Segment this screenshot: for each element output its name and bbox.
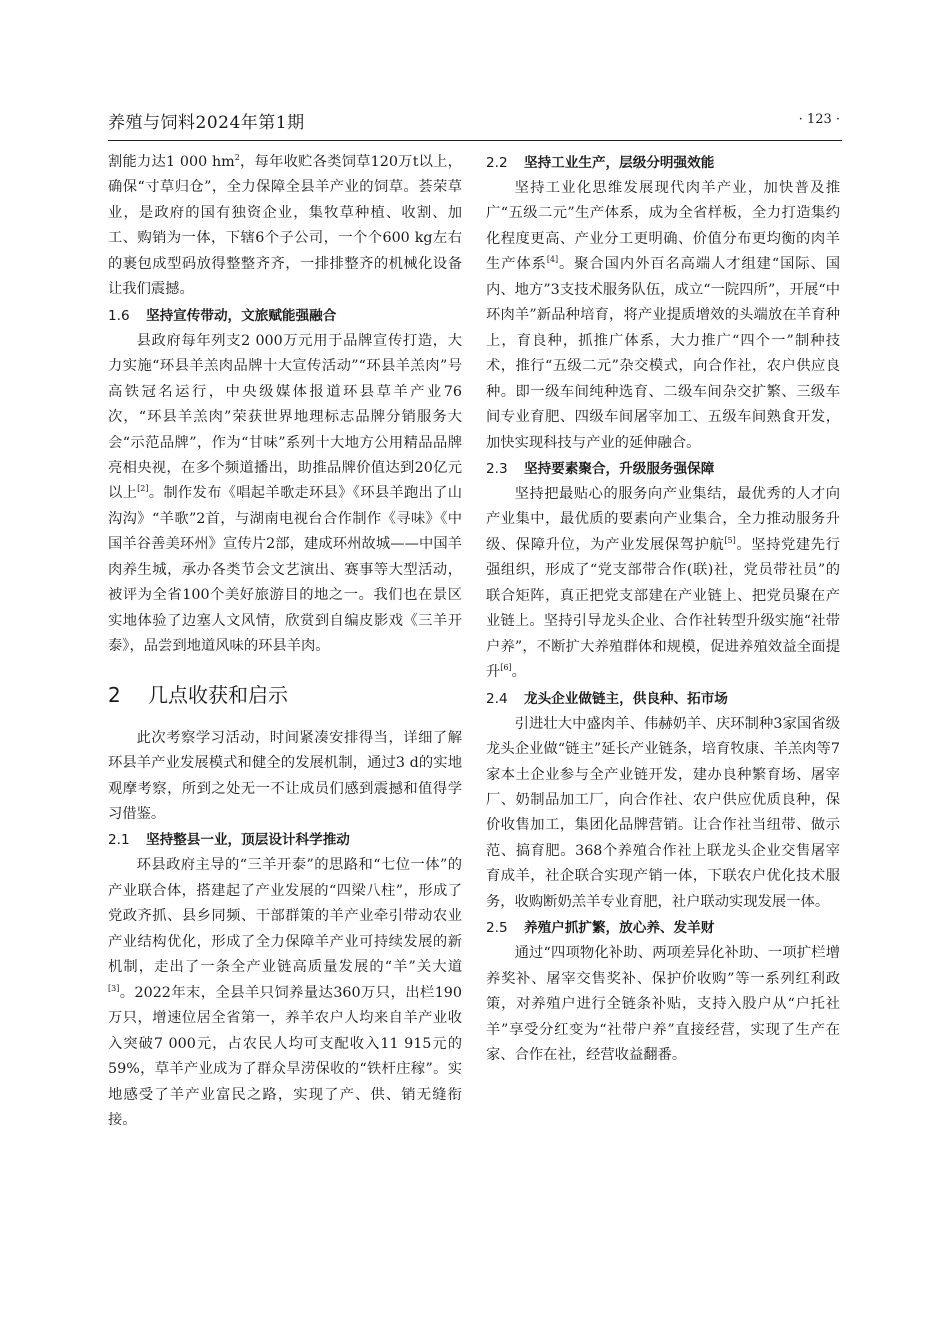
paragraph-summary: 此次考察学习活动，时间紧凑安排得当，详细了解环县羊产业发展模式和健全的发展机制，通过3 d的实地观摩考察，所到之处无一不让成员们感到震撼和值得学习借鉴。 [108,729,462,822]
text-run: 。坚持党建先行强组织，形成了“党支部带合作(联)社，党员带社员”的联合矩阵，真正把党支部建在产业链上、把党员聚在产业链上。坚持引导龙头企业、合作社转型升级实施“社带户养”，不断扩大养殖群体和规模，促进养殖效益全面提升 [486,536,841,681]
paragraph-leading-enterprises: 引进壮大中盛肉羊、伟赫奶羊、庆环制种3家国省级龙头企业做“链主”延长产业链条，培育牧康、羊羔肉等7家本土企业参与全产业链开发，建办良种繁育场、屠宰厂、奶制品加工厂，向合作社、农户供应优质良种，保价收售加工，集团化品牌营销。让合作社当纽带、做示范、搞育肥。368个养殖合作社上联龙头企业交售屠宰育成羊，社企联合实现产销一体，下联农户优化技术服务，收购断奶羔羊专业育肥，社户联动实现发展一体。 [486,715,840,910]
text-run: 坚持工业化思维发展现代肉羊产业，加快普及推广“五级二元”生产体系，成为全省样板，全力打造集约化程度更高、产业分工更明确、价值分布更均衡的肉羊生产体系 [486,180,840,273]
text-run: 。聚合国内外百名高端人才组建“国际、国内、地方”3支技术服务队伍，成立“一院四所”，开展“中环肉羊”新品种培育，将产业提质增效的头端放在羊育种上，育良种，抓推广体系，大力推广“四个一”制种技术，推行“五级二元”杂交模式，向合作社，农户供应良种。即一级车间纯种选育、二级车间杂交扩繁、三级车间专业育肥、四级车间屠宰加工、五级车间熟食开发，加快实现科技与产业的延伸融合。 [486,256,841,451]
section-number: 2.5 [486,920,508,937]
paragraph-whole-county [108,853,462,1133]
text-run: 割能力达1 000 hm [108,154,235,170]
text-run: 。 [511,664,526,681]
section-heading-1-6 [108,303,462,329]
paragraph-forage [108,150,462,303]
section-heading-2-2 [486,150,840,176]
text-run: 县政府每年列支2 000万元用于品牌宣传打造，大力实施“环县羊羔肉品牌十大宣传活动”“环县羊羔肉”号高铁冠名运行，中央级媒体报道环县草羊产业76次，“环县羊羔肉”荣获世界地理标志品牌分销服务大会“示范品牌”，作为“甘味”系列十大地方公用精品品牌亮相央视，在多个频道播出，助推品牌价值达到20亿元以上 [108,332,462,502]
paragraph-factors [486,482,840,686]
paragraph-industrial [486,176,840,456]
section-title: 养殖户抓扩繁，放心养、发羊财 [524,920,715,937]
section-heading-2-5 [486,915,840,941]
running-header-journal: 养殖与饲料2024年第1期 [108,113,305,133]
chapter-number: 2 [108,682,121,707]
section-title: 坚持工业生产，层级分明强效能 [524,155,715,171]
section-number: 2.4 [486,690,508,707]
paragraph-farmers: 通过“四项物化补助、两项差异化补助、一项扩栏增养奖补、屠宰交售奖补、保护价收购”等一系列红利政策，对养殖户进行全链条补贴，支持入股户从“户托社羊”享受分红变为“社带户养”直接经营，实现了生产在家、合作在社，经营收益翻番。 [486,945,840,1064]
section-heading-2-3 [486,456,840,482]
text-run: 环县政府主导的“三羊开泰”的思路和“七位一体”的产业联合体，搭建起了产业发展的“四梁八柱”，形成了党政齐抓、县乡同频、干部群策的羊产业牵引带动农业产业结构优化，形成了全力保障羊产业可持续发展的新机制，走出了一条全产业链高质量发展的“羊”关大道 [108,857,462,976]
chapter-heading-2 [108,680,462,710]
citation: [5] [724,535,736,545]
page-number: · 123 · [798,112,840,127]
text-run: 。制作发布《唱起羊歌走环县》《环县羊跑出了山沟沟》“羊歌”2首，与湖南电视台合作制作《寻味》《中国羊谷善美环州》宣传片2部，建成环州故城——中国羊肉养生城，承办各类节会文艺演出、赛事等大型活动，被评为全省100个美好旅游目的地之一。我们也在景区实地体验了边塞人文风情，欣赏到自编皮影戏《三羊开泰》，品尝到地道风味的环县羊肉。 [108,485,462,655]
section-heading-2-1 [108,827,462,853]
unit-superscript: 2 [234,153,240,162]
section-number: 2.3 [486,460,508,477]
section-title: 坚持要素聚合，升级服务强保障 [524,460,715,477]
citation: [4] [546,255,559,265]
section-title: 坚持宣传带动，文旅赋能强融合 [146,307,337,324]
paragraph-branding [108,329,462,660]
text-run: 坚持把最贴心的服务向产业集结，最优秀的人才向产业集中，最优质的要素向产业集合，全力推动服务升级、保障升位，为产业发展保驾护航 [486,485,840,553]
text-run: ，每年收贮各类饲草120万t以上，确保“寸草归仓”，全力保障全县羊产业的饲草。荟荣草业，是政府的国有独资企业，集牧草种植、收割、加工、购销为一体，下辖6个子公司，一个个600 kg左右的裹包成型码放得整整齐齐，一排排整齐的机械化设备让我们震撼。 [108,154,462,298]
right-column [486,150,840,1069]
left-column [108,150,462,1133]
citation: [3] [108,983,120,993]
section-number: 2.2 [486,155,508,171]
chapter-title: 几点收获和启示 [148,682,288,707]
section-title: 坚持整县一业，顶层设计科学推动 [146,832,350,849]
section-title: 龙头企业做链主，供良种、拓市场 [524,690,728,707]
text-run: 。2022年末，全县羊只饲养量达360万只，出栏190万只，增速位居全省第一，养羊农户人均来自羊产业收入突破7 000元，占农民人均可支配收入11 915元的59%，草羊产业成为了群众旱涝保收的“铁杆庄稼”。实地感受了羊产业富民之路，实现了产、供、销无缝衔接。 [108,984,462,1128]
section-heading-2-4 [486,686,840,712]
section-number: 1.6 [108,307,130,324]
section-number: 2.1 [108,832,130,849]
citation: [2] [137,484,149,494]
citation: [6] [500,663,512,673]
header-rule [108,140,842,141]
